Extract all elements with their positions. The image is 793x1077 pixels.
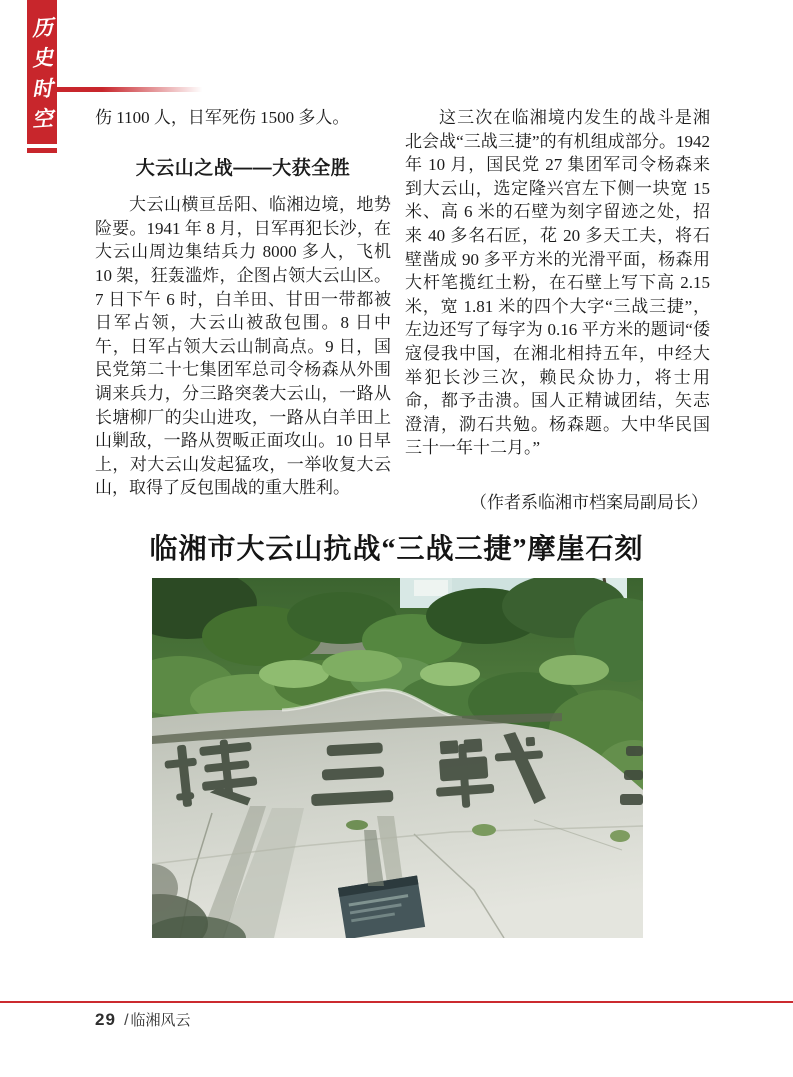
masthead-char: 空 [30, 105, 54, 132]
continuation-line: 伤 1100 人，日军死伤 1500 多人。 [95, 108, 350, 127]
photo-caption-title: 临湘市大云山抗战“三战三捷”摩崖石刻 [149, 534, 644, 565]
masthead-char: 时 [30, 74, 54, 102]
author-byline: （作者系临湘市档案局副局长） [470, 492, 708, 512]
masthead-banner [27, 0, 57, 144]
masthead-underline [27, 148, 57, 153]
right-paragraph: 这三次在临湘境内发生的战斗是湘北会战“三战三捷”的有机组成部分。1942 年 10 月，国民党 27 集团军司令杨森来到大云山，选定隆兴宫左下侧一块宽 15 米、高 6 米的石壁为刻字留迹之处，招来 40 多名石匠，花 20 多天工夫，将石壁凿成 90 多平方米的光滑平面，杨森用大杆笔揽红土粉，在石壁上写下高 2.15 米，宽 1.81 米的四个大字“三战三捷”，左边还写了每字为 0.16 平方米的题词“倭寇侵我中国，在湘北相持五年，中经大举犯长沙三次，赖民众协力，将士用命，都予击溃。国人正精诚团结，矢志澄清，泐石共勉。杨森题。大中华民国三十一年十二月。” [405, 108, 710, 458]
masthead-char: 历 [30, 14, 54, 41]
left-paragraph: 大云山横亘岳阳、临湘边境，地势险要。1941 年 8 月，日军再犯长沙，在大云山周边集结兵力 8000 多人，飞机 10 架，狂轰滥炸，企图占领大云山区。7 日下午 6 时，白羊田、甘田一带都被日军占领，大云山被敌包围。8 日中午，日军占领大云山制高点。9 日，国民党第二十七集团军总司令杨森从外围调来兵力，分三路突袭大云山，一路从长塘柳厂的尖山进攻，一路从白羊田上山剿敌，一路从贺畈正面攻山。10 日早上，对大云山发起猛攻，一举收复大云山，取得了反包围战的重大胜利。 [95, 195, 391, 498]
footer-section-label: 临湘风云 [130, 1012, 191, 1029]
footer-separator: / [124, 1012, 129, 1029]
footer-rule [0, 1001, 793, 1003]
footer [95, 1009, 191, 1030]
photo-rock-carving [152, 578, 643, 938]
right-column [405, 106, 710, 515]
section-heading: 大云山之战——大获全胜 [135, 157, 351, 179]
masthead-fade-rule [57, 87, 207, 92]
photo-illustration [152, 578, 643, 938]
masthead-char: 史 [30, 44, 54, 72]
page-number: 29 [95, 1010, 116, 1029]
left-column [95, 106, 391, 500]
